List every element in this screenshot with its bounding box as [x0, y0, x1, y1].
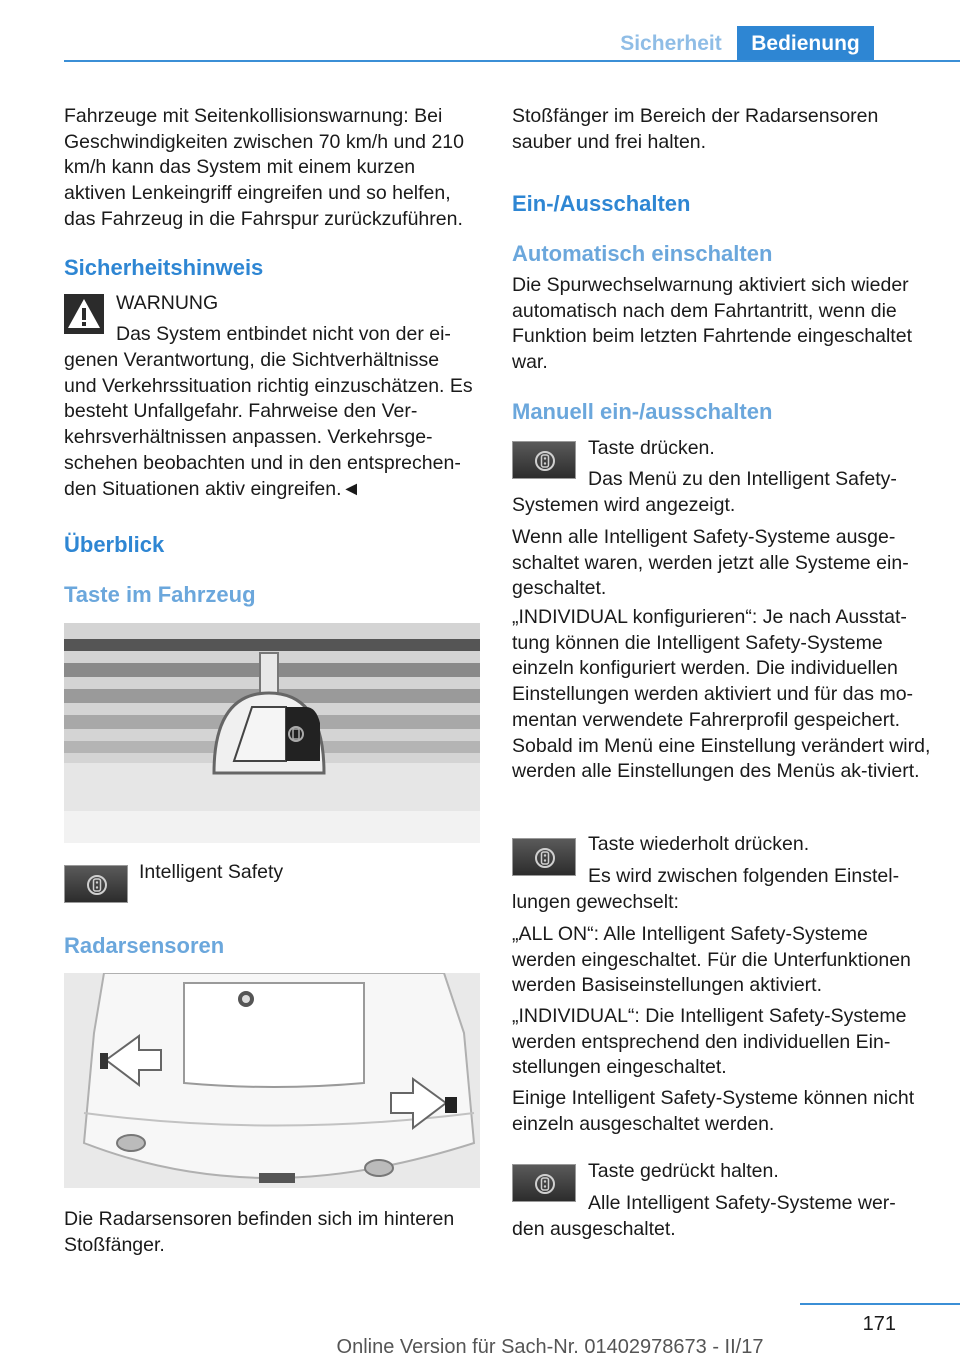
warning-first-line: Das System entbindet nicht von der ei- [116, 323, 451, 345]
heading-automatisch-einschalten: Automatisch einschalten [512, 241, 773, 266]
some-systems-paragraph: Einige Intelligent Safety-Systeme können nicht einzeln ausgeschaltet werden. [512, 1087, 915, 1135]
step3-line3: den ausgeschaltet. [512, 1218, 676, 1240]
individual-config-paragraph: „INDIVIDUAL konfigurieren“: Je nach Ausstat-tung können die Intelligent Safety-Systeme einzeln konfiguriert werden. Die individuellen Einstellungen werden aktiviert und für das mo-mentan verwendete Fahrerprofil gespeichert. Sobald im Menü eine Einstellung verändert wird, werden alle Einstellungen des Menüs ak-tiviert. [512, 606, 931, 783]
step2-line2: Es wird zwischen folgenden Einstel- [588, 865, 900, 887]
warning-triangle-icon [64, 294, 104, 334]
online-version-footer: Online Version für Sach-Nr. 01402978673 - II/17 [336, 1336, 764, 1358]
step1-line3: Systemen wird angezeigt. [512, 494, 736, 516]
all-on-paragraph: „ALL ON“: Alle Intelligent Safety-Systeme werden eingeschaltet. Für die Unterfunktionen werden Basiseinstellungen aktiviert. [512, 923, 911, 997]
heading-ein-ausschalten: Ein-/Ausschalten [512, 191, 691, 216]
rear-bumper-image [64, 973, 480, 1188]
heading-sicherheitshinweis: Sicherheitshinweis [64, 255, 264, 280]
step3-line1: Taste gedrückt halten. [588, 1160, 779, 1182]
intelligent-safety-button-icon [512, 1164, 576, 1202]
warning-title: WARNUNG [116, 292, 219, 314]
heading-ueberblick: Überblick [64, 532, 165, 557]
radar-continued-paragraph: Stoßfänger im Bereich der Radarsensoren sauber und frei halten. [512, 105, 879, 153]
intro-paragraph: Fahrzeuge mit Seitenkollisionswarnung: Bei Geschwindigkeiten zwischen 70 km/h und 210 km/h kann das System mit einem kurzen aktiven Lenkeingriff eingreifen und so helfen, das Fahrzeug in die Fahrspur zurückzuführen. [64, 105, 464, 230]
warning-text: genen Verantwortung, die Sichtverhältnisse und Verkehrssituation richtig einzuschätzen. Es besteht Unfallgefahr. Fahrweise den Ver-kehrsverhältnissen anpassen. Verkehrsge-schehen beobachten und in den entsprechen-den Situationen aktiv eingreifen.◄ [64, 349, 473, 500]
auto-paragraph: Die Spurwechselwarnung aktiviert sich wieder automatisch nach dem Fahrtantritt, wenn die Funktion beim letzten Fahrtende eingeschaltet war. [512, 274, 912, 374]
radar-paragraph: Die Radarsensoren befinden sich im hinteren Stoßfänger. [64, 1208, 455, 1256]
individual-paragraph: „INDIVIDUAL“: Die Intelligent Safety-Systeme werden entsprechend den individuellen Ein-stellungen eingeschaltet. [512, 1005, 907, 1079]
step2-line3: lungen gewechselt: [512, 891, 679, 913]
header-section-sicherheit[interactable]: Sicherheit [620, 32, 722, 55]
intelligent-safety-button-icon [512, 441, 576, 479]
step3-line2: Alle Intelligent Safety-Systeme wer- [588, 1192, 896, 1214]
intelligent-safety-button-icon [64, 865, 128, 903]
header-section-bedienung[interactable]: Bedienung [737, 26, 874, 62]
page-number: 171 [862, 1313, 896, 1335]
heading-radarsensoren: Radarsensoren [64, 933, 225, 958]
step2-line1: Taste wiederholt drücken. [588, 833, 810, 855]
dashboard-button-image [64, 623, 480, 843]
all-off-paragraph: Wenn alle Intelligent Safety-Systeme ausge-schaltet waren, werden jetzt alle Systeme ein-geschaltet. [512, 526, 909, 600]
header-rule [64, 60, 960, 62]
footer-rule [800, 1303, 960, 1305]
intelligent-safety-button-icon [512, 838, 576, 876]
step1-line1: Taste drücken. [588, 437, 715, 459]
heading-manuell-ein-ausschalten: Manuell ein-/ausschalten [512, 399, 773, 424]
heading-taste-im-fahrzeug: Taste im Fahrzeug [64, 582, 256, 607]
button-caption: Intelligent Safety [139, 861, 284, 883]
step1-line2: Das Menü zu den Intelligent Safety- [588, 468, 897, 490]
